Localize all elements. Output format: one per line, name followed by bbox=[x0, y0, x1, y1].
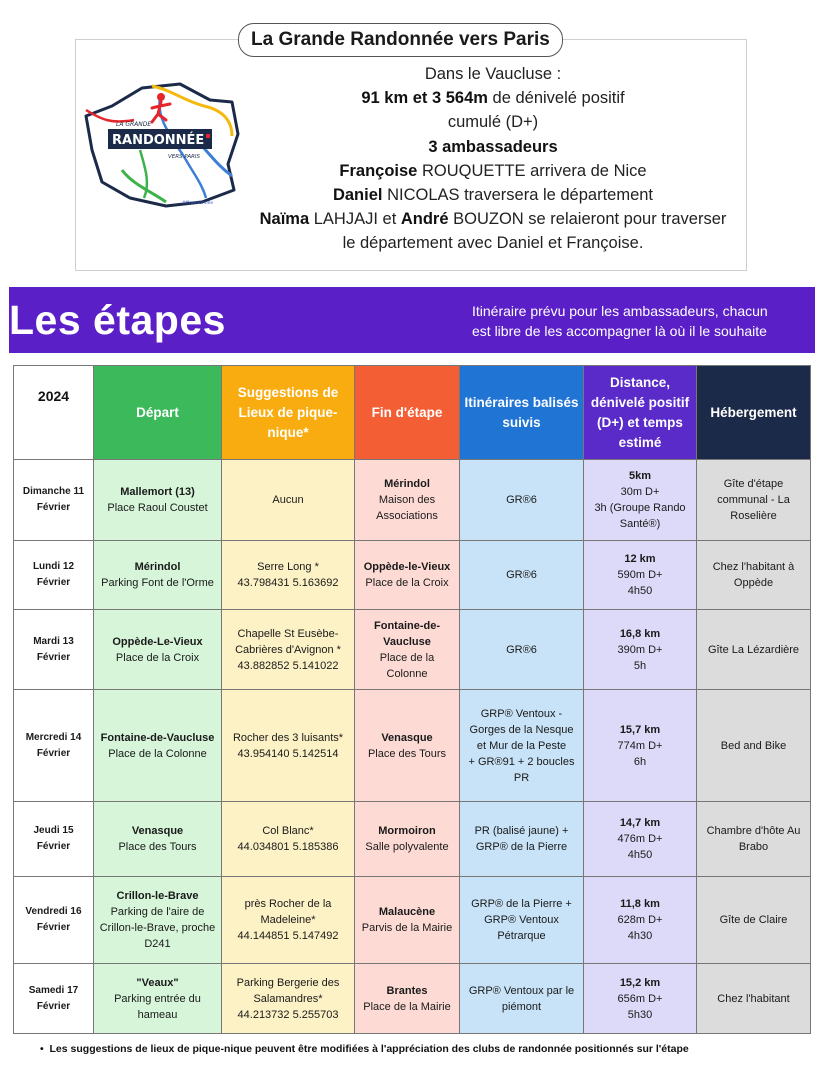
svg-text:LA GRANDE: LA GRANDE bbox=[116, 121, 152, 128]
cell-day: Jeudi 15 Février bbox=[14, 802, 94, 877]
col-header-depart: Départ bbox=[94, 366, 222, 460]
cell-day: Dimanche 11 Février bbox=[14, 460, 94, 541]
cell-fin: Malaucène Parvis de la Mairie bbox=[355, 877, 460, 964]
cell-day: Mercredi 14 Février bbox=[14, 690, 94, 802]
col-header-year: 2024 bbox=[14, 366, 94, 460]
cell-suggestion: Aucun bbox=[222, 460, 355, 541]
cell-itineraire: GR®6 bbox=[460, 541, 584, 610]
intro-line: 3 ambassadeurs bbox=[428, 137, 558, 156]
svg-text:RANDONNÉE: RANDONNÉE bbox=[112, 133, 205, 148]
intro-text bbox=[236, 62, 750, 256]
col-header-fin: Fin d'étape bbox=[355, 366, 460, 460]
cell-hebergement: Bed and Bike bbox=[697, 690, 811, 802]
cell-itineraire: PR (balisé jaune) + GRP® de la Pierre bbox=[460, 802, 584, 877]
cell-suggestion: Rocher des 3 luisants* 43.954140 5.142514 bbox=[222, 690, 355, 802]
table-header-row bbox=[14, 366, 811, 460]
table-row bbox=[14, 802, 811, 877]
page-title: La Grande Randonnée vers Paris bbox=[238, 23, 563, 57]
table-row bbox=[14, 964, 811, 1034]
intro-line: Françoise ROUQUETTE arrivera de Nice bbox=[339, 161, 647, 180]
randonnee-logo bbox=[82, 80, 242, 212]
cell-distance: 16,8 km 390m D+ 5h bbox=[584, 610, 697, 690]
cell-hebergement: Gîte de Claire bbox=[697, 877, 811, 964]
cell-hebergement: Gîte La Lézardière bbox=[697, 610, 811, 690]
cell-hebergement: Chez l'habitant à Oppède bbox=[697, 541, 811, 610]
col-header-itineraires: Itinéraires balisés suivis bbox=[460, 366, 584, 460]
cell-itineraire: GRP® Ventoux par le piémont bbox=[460, 964, 584, 1034]
col-header-distance: Distance, dénivelé positif (D+) et temps estimé bbox=[584, 366, 697, 460]
intro-line: cumulé (D+) bbox=[447, 113, 539, 132]
banner-title: Les étapes bbox=[9, 297, 226, 343]
cell-distance: 14,7 km 476m D+ 4h50 bbox=[584, 802, 697, 877]
cell-suggestion: Serre Long * 43.798431 5.163692 bbox=[222, 541, 355, 610]
cell-distance: 15,2 km 656m D+ 5h30 bbox=[584, 964, 697, 1034]
col-header-suggestions: Suggestions de Lieux de pique-nique* bbox=[222, 366, 355, 460]
cell-fin: Brantes Place de la Mairie bbox=[355, 964, 460, 1034]
cell-fin: Mormoiron Salle polyvalente bbox=[355, 802, 460, 877]
cell-itineraire: GR®6 bbox=[460, 460, 584, 541]
cell-hebergement: Gîte d'étape communal - La Roselière bbox=[697, 460, 811, 541]
cell-day: Lundi 12 Février bbox=[14, 541, 94, 610]
cell-itineraire: GRP® de la Pierre + GRP® Ventoux Pétrarque bbox=[460, 877, 584, 964]
cell-depart: Mérindol Parking Font de l'Orme bbox=[94, 541, 222, 610]
cell-day: Vendredi 16 Février bbox=[14, 877, 94, 964]
table-row bbox=[14, 541, 811, 610]
cell-distance: 5km 30m D+ 3h (Groupe Rando Santé®) bbox=[584, 460, 697, 541]
cell-depart: Crillon-le-Brave Parking de l'aire de Crillon-le-Brave, proche D241 bbox=[94, 877, 222, 964]
cell-itineraire: GR®6 bbox=[460, 610, 584, 690]
table-row bbox=[14, 690, 811, 802]
cell-fin: Venasque Place des Tours bbox=[355, 690, 460, 802]
table-row bbox=[14, 877, 811, 964]
banner-note: Itinéraire prévu pour les ambassadeurs, chacun est libre de les accompagner là où il le souhaite bbox=[472, 303, 768, 339]
intro-line: le département avec Daniel et Françoise. bbox=[342, 234, 644, 253]
cell-depart: Venasque Place des Tours bbox=[94, 802, 222, 877]
footnote: • Les suggestions de lieux de pique-nique peuvent être modifiées à l'appréciation des clubs de randonnée positionnés sur l'étape bbox=[40, 1043, 689, 1055]
intro-line: Dans le Vaucluse : bbox=[424, 65, 562, 83]
cell-suggestion: Col Blanc* 44.034801 5.185386 bbox=[222, 802, 355, 877]
cell-depart: Fontaine-de-Vaucluse Place de la Colonne bbox=[94, 690, 222, 802]
intro-line: 91 km et 3 564m de dénivelé positif bbox=[361, 89, 625, 108]
cell-suggestion: près Rocher de la Madeleine* 44.144851 5.147492 bbox=[222, 877, 355, 964]
svg-text:#ffrandonnée: #ffrandonnée bbox=[182, 201, 214, 206]
cell-distance: 15,7 km 774m D+ 6h bbox=[584, 690, 697, 802]
intro-line: Naïma LAHJAJI et André BOUZON se relaieront pour traverser bbox=[259, 210, 727, 229]
cell-distance: 12 km 590m D+ 4h50 bbox=[584, 541, 697, 610]
cell-depart: "Veaux" Parking entrée du hameau bbox=[94, 964, 222, 1034]
cell-depart: Oppède-Le-Vieux Place de la Croix bbox=[94, 610, 222, 690]
cell-day: Mardi 13 Février bbox=[14, 610, 94, 690]
cell-day: Samedi 17 Février bbox=[14, 964, 94, 1034]
etapes-banner bbox=[9, 287, 815, 353]
col-header-hebergement: Hébergement bbox=[697, 366, 811, 460]
cell-fin: Fontaine-de-Vaucluse Place de la Colonne bbox=[355, 610, 460, 690]
cell-hebergement: Chez l'habitant bbox=[697, 964, 811, 1034]
table-row bbox=[14, 610, 811, 690]
cell-hebergement: Chambre d'hôte Au Brabo bbox=[697, 802, 811, 877]
table-row bbox=[14, 460, 811, 541]
svg-text:VERS PARIS: VERS PARIS bbox=[168, 154, 201, 160]
cell-depart: Mallemort (13) Place Raoul Coustet bbox=[94, 460, 222, 541]
cell-fin: Mérindol Maison des Associations bbox=[355, 460, 460, 541]
cell-suggestion: Chapelle St Eusèbe- Cabrières d'Avignon * 43.882852 5.141022 bbox=[222, 610, 355, 690]
cell-suggestion: Parking Bergerie des Salamandres* 44.213732 5.255703 bbox=[222, 964, 355, 1034]
etapes-table bbox=[13, 365, 811, 1034]
cell-distance: 11,8 km 628m D+ 4h30 bbox=[584, 877, 697, 964]
intro-line: Daniel NICOLAS traversera le département bbox=[332, 186, 654, 205]
cell-itineraire: GRP® Ventoux - Gorges de la Nesque et Mur de la Peste + GR®91 + 2 boucles PR bbox=[460, 690, 584, 802]
cell-fin: Oppède-le-Vieux Place de la Croix bbox=[355, 541, 460, 610]
